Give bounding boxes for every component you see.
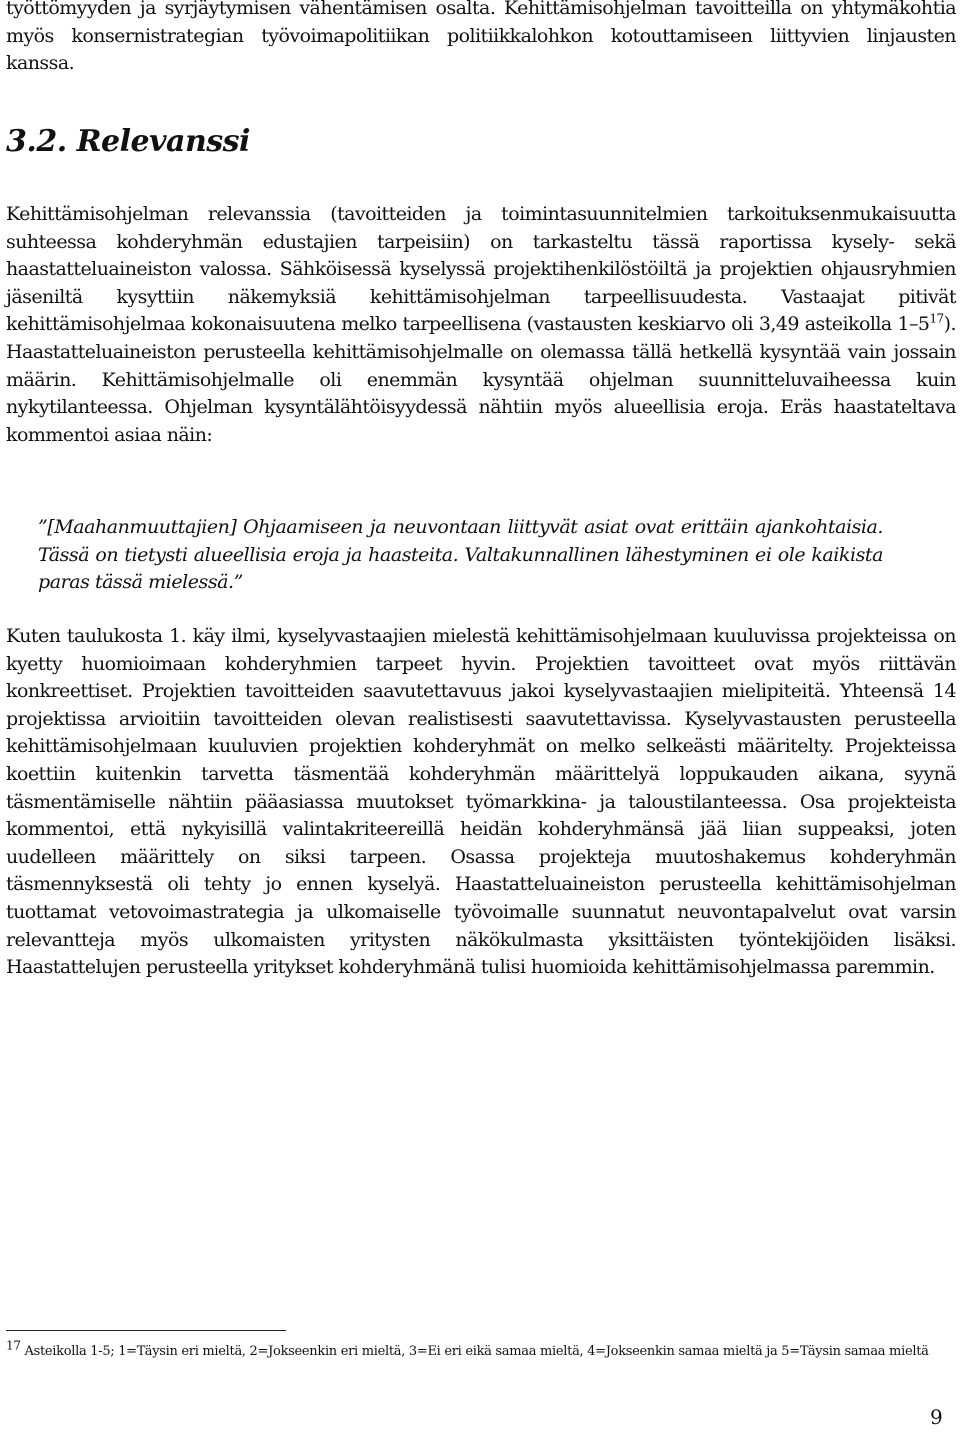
- paragraph-relevance-text-b: ). Haastatteluaineiston perusteella kehittämisohjelmalle on olemassa tällä hetkellä kysyntää vain jossain määrin. Kehittämisohjelmalle oli enemmän kysyntää ohjelman suunnitteluvaiheessa kuin nykytilanteessa. Ohjelman kysyntälähtöisyydessä nähtiin myös alueellisia eroja. Eräs haastateltava kommentoi asiaa näin:: [6, 313, 956, 446]
- footnote-reference: 17: [929, 312, 944, 327]
- section-heading: 3.2. Relevanssi: [6, 124, 250, 159]
- page-number: 9: [930, 1405, 943, 1429]
- paragraph-relevance-text-a: Kehittämisohjelman relevanssia (tavoitteiden ja toimintasuunnitelmien tarkoituksenmukaisuutta suhteessa kohderyhmän edustajien tarpeisiin) on tarkasteltu tässä raportissa kysely- sekä haastatteluaineiston valossa. Sähköisessä kyselyssä projektihenkilöstöiltä ja projektien ohjausryhmien jäseniltä kysyttiin näkemyksiä kehittämisohjelman tarpeellisuudesta. Vastaajat pitivät kehittämisohjelmaa kokonaisuutena melko tarpeellisena (vastausten keskiarvo oli 3,49 asteikolla 1–5: [6, 203, 956, 336]
- footnote-separator: [6, 1330, 286, 1331]
- footnote: [6, 1338, 956, 1362]
- interview-quote: ”[Maahanmuuttajien] Ohjaamiseen ja neuvontaan liittyvät asiat ovat erittäin ajankohtaisia. Tässä on tietysti alueellisia eroja ja haasteita. Valtakunnallinen lähestyminen ei ole kaikista paras tässä mielessä.”: [38, 516, 883, 594]
- paragraph-survey-results: Kuten taulukosta 1. käy ilmi, kyselyvastaajien mielestä kehittämisohjelmaan kuuluvissa projekteissa on kyetty huomioimaan kohderyhmien tarpeet hyvin. Projektien tavoitteet ovat myös riittävän konkreettiset. Projektien tavoitteiden saavutettavuus jakoi kyselyvastaajien mielipiteitä. Yhteensä 14 projektissa arvioitiin tavoitteiden olevan realistisesti saavutettavissa. Kyselyvastausten perusteella kehittämisohjelmaan kuuluvien projektien kohderyhmät on melko selkeästi määritelty. Projekteissa koettiin kuitenkin tarvetta täsmentää kohderyhmän määrittelyä loppukauden aikana, syynä täsmentämiselle nähtiin pääasiassa muutokset työmarkkina- ja taloustilanteessa. Osa projekteista kommentoi, että nykyisillä valintakriteereillä heidän kohderyhmänsä jää liian suppeaksi, joten uudelleen määrittely on siksi tarpeen. Osassa projekteja muutoshakemus kohderyhmän täsmennyksestä oli tehty jo ennen kyselyä. Haastatteluaineiston perusteella kehittämisohjelman tuottamat vetovoimastrategia ja ulkomaiselle työvoimalle suunnatut neuvontapalvelut ovat varsin relevantteja myös ulkomaisten yritysten näkökulmasta yksittäisten työntekijöiden lisäksi. Haastattelujen perusteella yritykset kohderyhmänä tulisi huomioida kehittämisohjelmassa paremmin.: [6, 625, 956, 979]
- footnote-number: 17: [6, 1338, 21, 1353]
- paragraph-continued: työttömyyden ja syrjäytymisen vähentämisen osalta. Kehittämisohjelman tavoitteilla on yhtymäkohtia myös konsernistrategian työvoimapolitiikan politiikkalohkon kotouttamiseen liittyvien linjausten kanssa.: [6, 0, 956, 75]
- footnote-text: Asteikolla 1-5; 1=Täysin eri mieltä, 2=Jokseenkin eri mieltä, 3=Ei eri eikä samaa mieltä, 4=Jokseenkin samaa mieltä ja 5=Täysin samaa mieltä: [24, 1344, 929, 1359]
- paragraph-relevance: [6, 201, 956, 449]
